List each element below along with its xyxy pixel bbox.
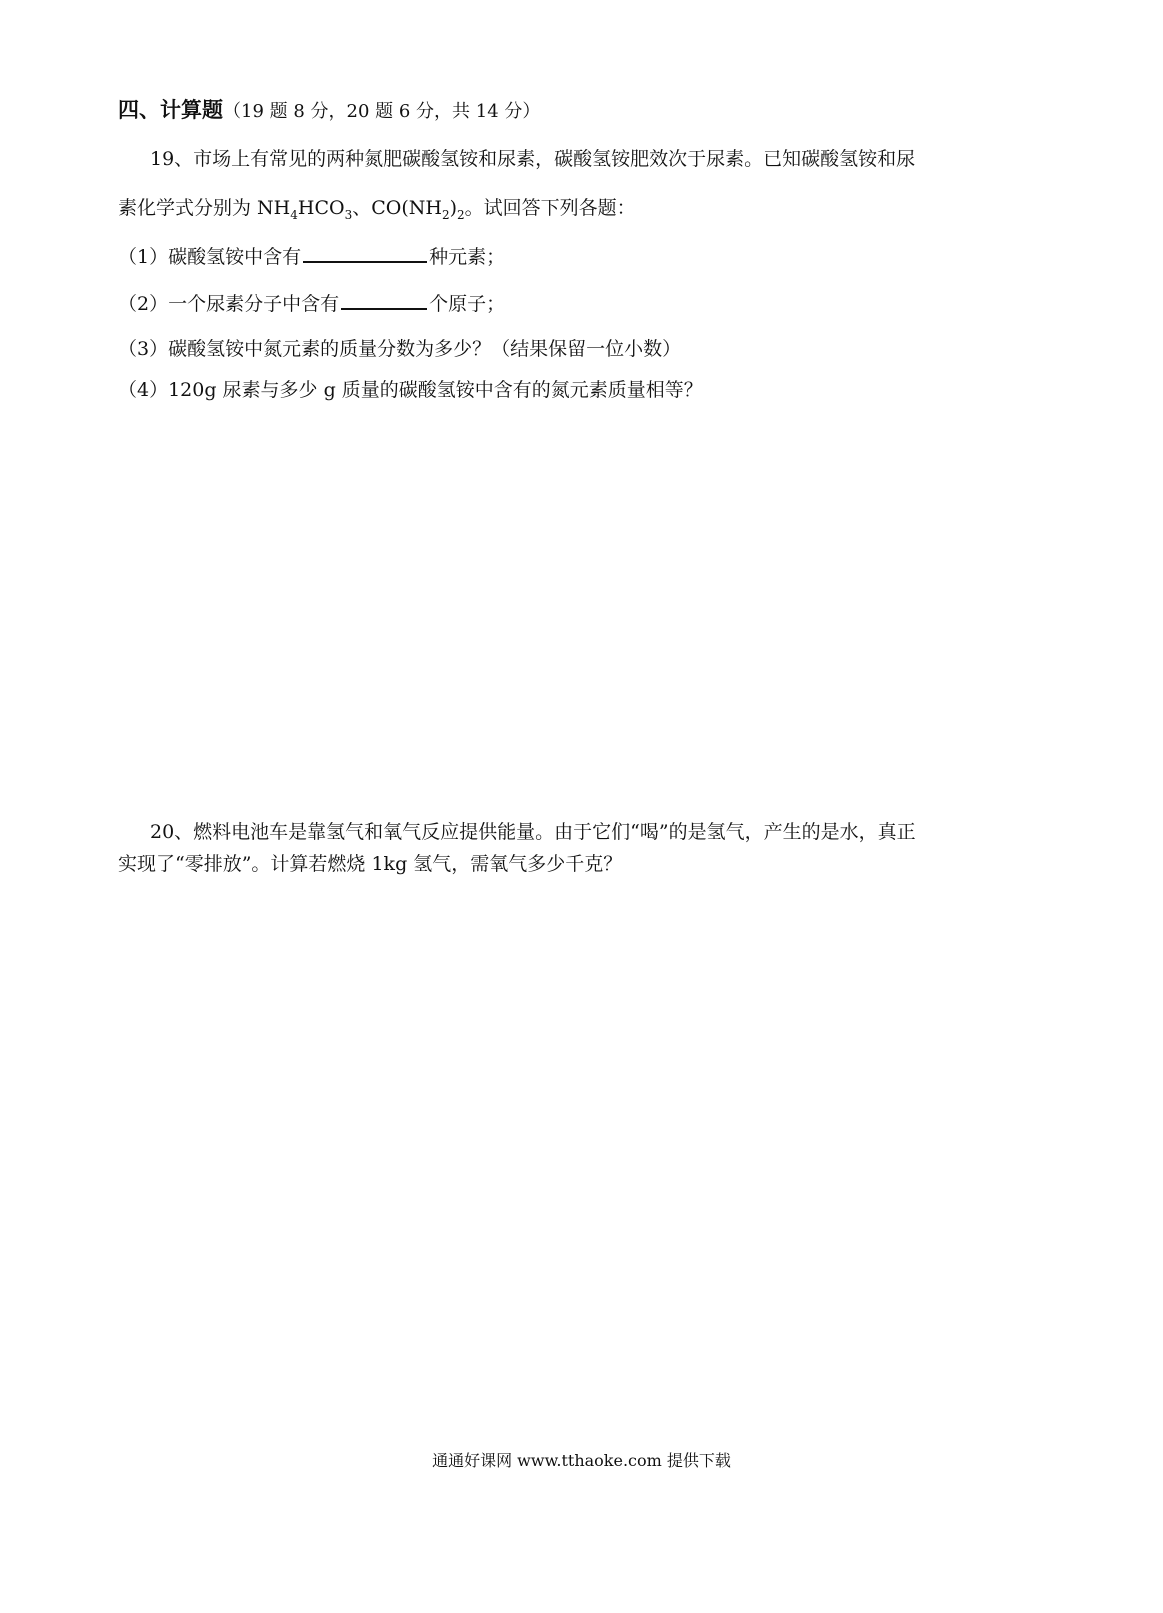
answer-blank-2[interactable] (341, 290, 427, 310)
question-20-stem-line2: 实现了“零排放”。计算若燃烧 1kg 氢气，需氧气多少千克？ (118, 853, 623, 875)
formula-text: 素化学式分别为 NH (118, 197, 291, 219)
part-2-text: （2）一个尿素分子中含有 (118, 293, 340, 315)
page-footer: 通通好课网 www.tthaoke.com 提供下载 (432, 1451, 731, 1470)
question-19-stem-line2 (118, 196, 636, 220)
section-title: 四、计算题 (118, 98, 223, 122)
formula-text: 、CO(NH (352, 197, 442, 219)
formula-text: 。试回答下列各题： (464, 197, 636, 219)
question-20-stem-line1: 20、燃料电池车是靠氢气和氧气反应提供能量。由于它们“喝”的是氢气，产生的是水，真正 (150, 821, 916, 843)
subscript: 2 (441, 207, 450, 222)
part-1-text-after: 种元素； (429, 246, 506, 268)
part-1-text: （1）碳酸氢铵中含有 (118, 246, 302, 268)
section-heading (118, 98, 540, 124)
question-19-part-1 (118, 243, 505, 269)
question-19-part-3: （3）碳酸氢铵中氮元素的质量分数为多少？（结果保留一位小数） (118, 338, 682, 360)
part-2-text-after: 个原子； (429, 293, 506, 315)
subscript: 3 (344, 207, 353, 222)
formula-text: ) (449, 197, 457, 219)
question-19-part-2 (118, 290, 505, 316)
subscript: 4 (290, 207, 298, 222)
question-19-stem-line1: 19、市场上有常见的两种氮肥碳酸氢铵和尿素，碳酸氢铵肥效次于尿素。已知碳酸氢铵和尿 (150, 148, 916, 170)
section-score-note: （19 题 8 分，20 题 6 分，共 14 分） (223, 101, 541, 122)
answer-blank-1[interactable] (303, 243, 427, 263)
subscript: 2 (457, 207, 465, 222)
formula-text: HCO (297, 197, 345, 219)
question-19-part-4: （4）120g 尿素与多少 g 质量的碳酸氢铵中含有的氮元素质量相等？ (118, 379, 703, 401)
